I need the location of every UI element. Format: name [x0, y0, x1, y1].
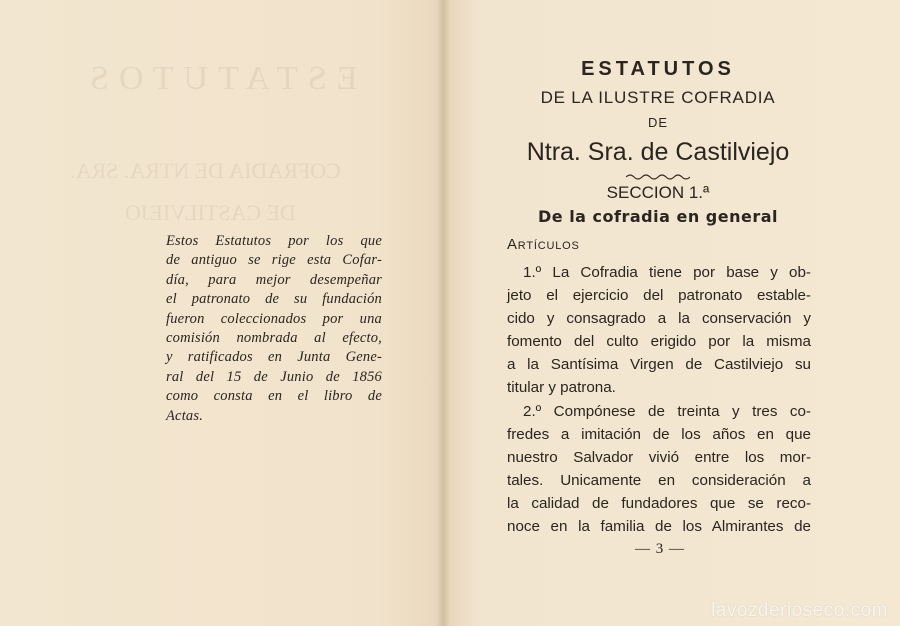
show-through-ghost: DE CASTILVIEJO: [125, 200, 296, 225]
note-line: Estos Estatutos por los que: [166, 233, 382, 249]
left-page: [0, 0, 443, 626]
body-line: noce en la familia de los Almirantes de: [507, 518, 811, 536]
body-line: fredes a imitación de los años en que: [507, 425, 811, 443]
show-through-ghost: COFRADIA DE NTRA. SRA.: [70, 158, 341, 183]
note-line: fueron coleccionados por una: [166, 310, 382, 327]
note-line: comisión nombrada al efecto,: [166, 330, 382, 347]
title-connector: DE: [647, 115, 669, 130]
articles-heading: Artículos: [507, 236, 580, 253]
body-line: jeto el ejercicio del patronato estable-: [507, 287, 811, 305]
note-line: de antiguo se rige esta Cofar-: [166, 252, 382, 269]
note-line: ral del 15 de Junio de 1856: [166, 368, 382, 385]
watermark-text: lavozderioseco.com: [711, 600, 888, 621]
show-through-ghost: ESTATUTOS: [80, 60, 358, 97]
body-line: 1.º La Cofradia tiene por base y ob-: [523, 264, 811, 281]
body-line: 2.º Compónese de treinta y tres co-: [523, 402, 811, 420]
note-line: y ratificados en Junta Gene-: [166, 349, 382, 366]
note-line: Actas.: [166, 407, 204, 424]
articles-body: [507, 261, 811, 538]
ornament-icon: [626, 173, 690, 181]
body-line: titular y patrona.: [507, 379, 616, 397]
document-subtitle: DE LA ILUSTRE COFRADIA: [540, 88, 776, 107]
document-title: ESTATUTOS: [581, 58, 735, 80]
body-line: nuestro Salvador vivió entre los mor-: [507, 448, 811, 466]
note-line: día, para mejor desempeñar: [166, 271, 382, 288]
page-number: — 3 —: [635, 541, 685, 557]
body-line: a la Santísima Virgen de Castilviejo su: [507, 356, 811, 374]
brotherhood-name: Ntra. Sra. de Castilviejo: [526, 138, 790, 166]
body-line: fomento del culto erigido por la misma: [507, 333, 811, 351]
body-line: tales. Unicamente en consideración a: [507, 471, 811, 489]
note-line: como consta en el libro de: [166, 388, 382, 405]
book-gutter: [436, 0, 450, 626]
body-line: cido y consagrado a la conservación y: [507, 310, 811, 328]
section-title: De la cofradia en general: [537, 207, 778, 226]
note-line: el patronato de su fundación: [166, 291, 382, 308]
body-line: la calidad de fundadores que se reco-: [507, 494, 811, 512]
section-heading: SECCION 1.ª: [606, 183, 710, 202]
foreword-note: [166, 232, 382, 426]
